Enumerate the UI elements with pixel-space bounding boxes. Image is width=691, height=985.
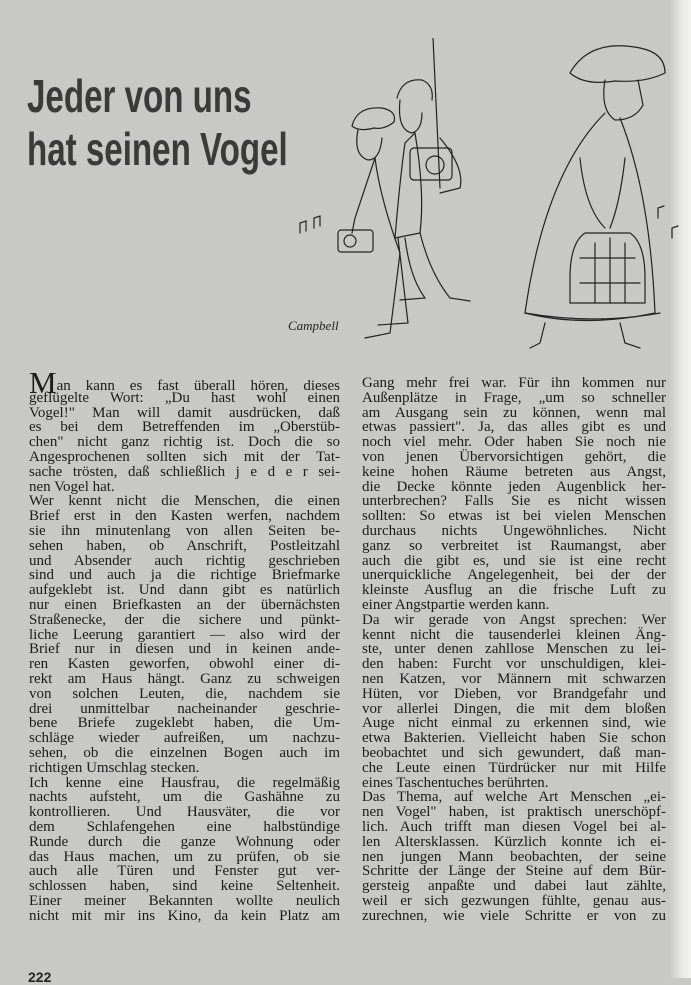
text-line: vor allerlei Dingen, die mit dem bloßen xyxy=(362,700,666,717)
text-line: sehen haben, ob Anschrift, Postleitzahl xyxy=(29,537,340,554)
text-line: weil er sich gezwungen fühlte, genau aus- xyxy=(362,892,666,909)
text-line: keine hohen Räume betreten aus Angst, xyxy=(362,463,666,480)
text-line: Angesprochenen sollten sich mit der Tat- xyxy=(29,448,340,465)
text-line: eines Taschentuches berührten. xyxy=(362,774,549,791)
text-line: sache trösten, daß schließlich j e d e r sei- xyxy=(29,463,340,480)
text-line: nachts aufsteht, um die Gashähne zu xyxy=(29,789,340,806)
text-line: sie ihn minutenlang von allen Seiten be- xyxy=(29,522,340,539)
text-line: Ich kenne eine Hausfrau, die regelmäßig xyxy=(29,774,340,791)
text-line-content: an kann es fast überall hören, dieses xyxy=(56,378,340,394)
artist-signature: Campbell xyxy=(288,318,339,333)
drop-cap: M xyxy=(29,365,57,400)
text-line: das Haus machen, um zu prüfen, ob sie xyxy=(29,848,340,865)
text-line: von jenen Übervorsichtigen gehört, die xyxy=(362,448,666,465)
text-line: drei unmittelbar nacheinander geschrie- xyxy=(29,700,340,717)
text-line: einer Angstpartie werden kann. xyxy=(362,596,550,613)
text-line: che Leute einen Türdrücker nur mit Hilfe xyxy=(362,759,666,776)
text-line: ste, unter denen zahllose Menschen zu lei- xyxy=(362,641,666,658)
text-line: Vogel!" Man will damit ausdrücken, daß xyxy=(29,404,340,421)
text-line: zurechnen, wie viele Schritte er von zu xyxy=(362,907,666,924)
text-line: es bei dem Betreffenden im „Oberstüb- xyxy=(29,419,340,436)
youth-figure-left xyxy=(300,108,408,338)
text-line: und Absender auch richtig geschrieben xyxy=(29,552,340,569)
text-line: nen Vogel hat. xyxy=(29,478,115,495)
text-line: sind und auch ja die richtige Briefmarke xyxy=(29,567,340,584)
pole-line xyxy=(433,38,440,188)
text-line: Einer meiner Bekannten wollte neulich xyxy=(29,892,340,909)
text-line: rekt am Haus hängt. Ganz zu schweigen xyxy=(29,670,340,687)
text-line: den haben: Furcht vor unschuldigen, klei- xyxy=(362,656,666,673)
text-line: len Altersklassen. Kürzlich konnte ich ei- xyxy=(362,833,666,850)
text-line: lich. Auch trifft man diesen Vogel bei al- xyxy=(362,818,666,835)
text-line: Außenplätze in Frage, „um so schneller xyxy=(362,389,666,406)
text-line: nen Vogel" haben, ist praktisch unerschöpf- xyxy=(362,804,666,821)
text-line: auch alle Türen und Fenster gut ver- xyxy=(29,863,340,880)
text-line: dem Schlafengehen eine halbstündige xyxy=(29,818,340,835)
text-line: nicht mit mir ins Kino, da kein Platz am xyxy=(29,907,340,924)
text-line: schlossen haben, sind keine Seltenheit. xyxy=(29,878,340,895)
text-line: nen Katzen, vor Männern mit schwarzen xyxy=(362,670,666,687)
text-line: Wer kennt nicht die Menschen, die einen xyxy=(29,493,340,510)
text-line: nen jungen Mann beobachten, der seine xyxy=(362,848,666,865)
text-line: von solchen Leuten, die, nachdem sie xyxy=(29,685,340,702)
text-line: auch die gibt es, und sie ist eine recht xyxy=(362,552,666,569)
article-title xyxy=(27,70,315,176)
text-line: Auge nicht einmal zu erkennen sind, wie xyxy=(362,715,666,732)
text-line: Hüten, vor Dieben, vor Brandgefahr und xyxy=(362,685,666,702)
text-line: Das Thema, auf welche Art Menschen „ei- xyxy=(362,789,666,806)
text-line: sehen, ob die einzelnen Bogen auch im xyxy=(29,744,340,761)
text-column-right xyxy=(362,376,666,923)
text-line: Brief erst in den Kasten werfen, nachdem xyxy=(29,508,340,525)
text-line: geflügelte Wort: „Du hast wohl einen xyxy=(29,389,340,406)
text-line: beobachtet und sich gewundert, daß man- xyxy=(362,744,666,761)
text-line: am Ausgang sein zu können, wenn mal xyxy=(362,404,666,421)
text-line: Runde durch die ganze Wohnung oder xyxy=(29,833,340,850)
text-line: Straßenecke, der die sichere und pünkt- xyxy=(29,611,340,628)
text-line: unerquickliche Angelegenheit, bei der der xyxy=(362,567,666,584)
page-number: 222 xyxy=(28,969,52,985)
text-line: liche Leerung garantiert — also wird der xyxy=(29,626,340,643)
text-line: durchaus nichts Ungewöhnliches. Nicht xyxy=(362,522,666,539)
text-line: ganz so verbreitet ist Raumangst, aber xyxy=(362,537,666,554)
text-line: aufgeklebt ist. Und dann gibt es natürlich xyxy=(29,582,340,599)
text-line: ren Kasten geworfen, obwohl einer di- xyxy=(29,656,340,673)
cartoon-illustration xyxy=(280,38,691,373)
text-line: noch viel mehr. Oder haben Sie noch nie xyxy=(362,434,666,451)
text-line: schläge wieder aufreißen, um nachzu- xyxy=(29,730,340,747)
text-line: kleinste Ausflug an die frische Luft zu xyxy=(362,582,666,599)
text-line: unterbrechen? Falls Sie es nicht wissen xyxy=(362,493,666,510)
woman-figure xyxy=(525,46,678,348)
text-line: Schritte der Länge der Steine auf dem Bür- xyxy=(362,863,666,880)
youth-figure-right xyxy=(395,80,470,301)
text-line: Da wir gerade von Angst sprechen: Wer xyxy=(362,611,666,628)
text-line: nur einen Briefkasten an der übernächsten xyxy=(29,596,340,613)
text-line: sollten: So etwas ist bei vielen Menschen xyxy=(362,508,666,525)
text-line: Brief nur in diesen und in keinen ande- xyxy=(29,641,340,658)
text-line: die Decke könnte jeden Augenblick her- xyxy=(362,478,666,495)
text-column-left xyxy=(29,365,340,924)
text-line: richtigen Umschlag stecken. xyxy=(29,759,200,776)
text-line: kennt nicht die tausenderlei kleinen Äng- xyxy=(362,626,666,643)
text-line: bene Briefe zugeklebt haben, die Um- xyxy=(29,715,340,732)
text-line: kontrollieren. Und Hausväter, die vor xyxy=(29,804,340,821)
text-line: etwas passiert". Ja, das alles gibt es und xyxy=(362,419,666,436)
text-line: etwa Bakterien. Vielleicht haben Sie schon xyxy=(362,730,666,747)
title-line-2: hat seinen Vogel xyxy=(27,123,288,175)
title-line-1: Jeder von uns xyxy=(27,70,252,122)
text-line: chen" nicht ganz richtig ist. Doch die so xyxy=(29,434,340,451)
text-line: gersteig anpaßte und dabei laut zählte, xyxy=(362,878,666,895)
text-line: Gang mehr frei war. Für ihn kommen nur xyxy=(362,375,666,391)
